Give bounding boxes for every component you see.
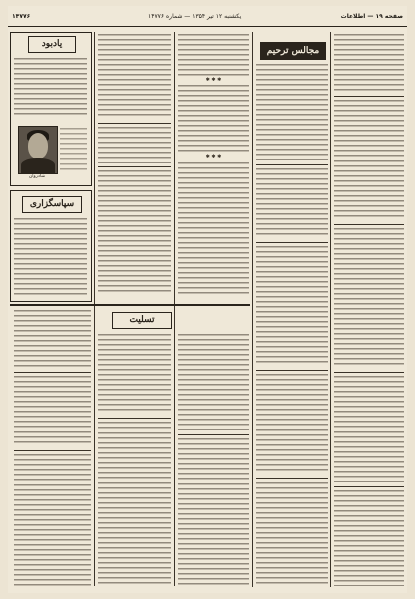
issue-number: ۱۴۷۷۶ [12, 13, 31, 20]
separator [14, 372, 91, 373]
column-divider [252, 32, 253, 587]
article-text [178, 85, 249, 153]
separator [334, 372, 404, 373]
condolence-text [14, 310, 91, 368]
notice-text [256, 482, 328, 586]
separator [14, 450, 91, 451]
ornament: ✱ ✱ ✱ [205, 77, 222, 83]
separator [256, 242, 328, 243]
page-label: صفحه ۱۹ — اطلاعات [340, 13, 403, 20]
separator [334, 486, 404, 487]
column-divider [330, 32, 331, 587]
memorial-text [60, 128, 87, 170]
notice-text [256, 64, 328, 160]
newspaper-page [8, 6, 407, 593]
separator [98, 418, 171, 419]
notice-text [334, 376, 404, 482]
article-text [178, 162, 249, 294]
separator [334, 96, 404, 97]
condolence-text [178, 438, 249, 586]
notice-text [334, 100, 404, 220]
separator [98, 166, 171, 167]
notice-text [334, 34, 404, 92]
funeral-title: مجالس ترحیم [260, 42, 326, 60]
notice-text [334, 228, 404, 368]
separator [98, 123, 171, 124]
separator [256, 478, 328, 479]
column-divider [174, 306, 175, 586]
appreciation-title: سپاسگزاری [22, 196, 82, 213]
ornament: ✱ ✱ ✱ [205, 154, 222, 160]
condolence-title: تسلیت [112, 312, 172, 329]
column-divider [94, 306, 95, 586]
section-divider [10, 304, 250, 306]
article-text [98, 127, 171, 163]
separator [256, 164, 328, 165]
column-divider [94, 32, 95, 306]
column-divider [174, 32, 175, 306]
condolence-text [98, 334, 171, 414]
appreciation-text [14, 218, 87, 296]
issue-date: یکشنبه ۱۲ تیر ۱۳۵۴ — شماره ۱۴۷۷۶ [148, 13, 242, 20]
condolence-text [14, 454, 91, 586]
portrait-caption: شادروان [28, 174, 46, 179]
condolence-text [14, 376, 91, 446]
memorial-text [14, 58, 87, 118]
notice-text [256, 246, 328, 366]
portrait-photo [18, 126, 58, 174]
notice-text [256, 374, 328, 474]
separator [334, 224, 404, 225]
page-header [8, 6, 407, 27]
condolence-text [98, 422, 171, 586]
memorial-title: یادبود [28, 36, 76, 53]
separator [178, 434, 249, 435]
notice-text [256, 168, 328, 238]
separator [256, 370, 328, 371]
article-text [98, 34, 171, 119]
article-text [178, 34, 249, 76]
notice-text [334, 490, 404, 586]
condolence-text [178, 334, 249, 430]
article-text [98, 170, 171, 295]
